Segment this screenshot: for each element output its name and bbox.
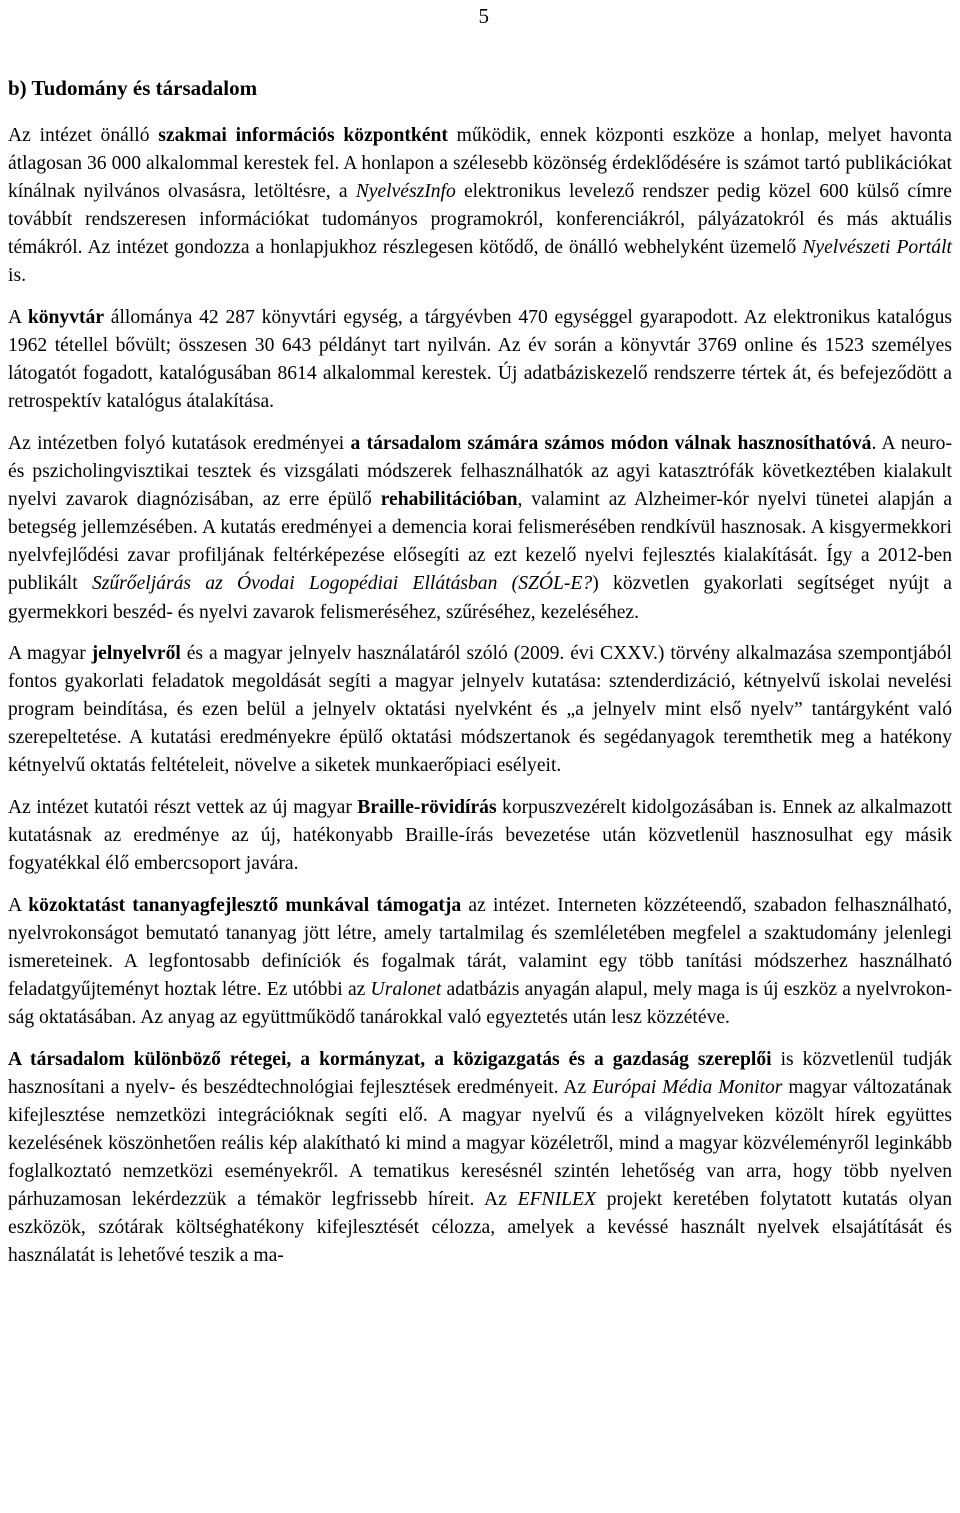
italic-text: Nyelvészeti Portált: [802, 237, 952, 259]
text-run: Az intézet önálló: [8, 125, 159, 146]
paragraph-braille: [8, 794, 952, 878]
text-run: elektronikus levelező rendszer pedig közel 600 külső címre továbbít rendszeresen információkat tudományos programokról, konferenciákról, pályázatokról és más aktuális témákról. Az intézet gondozza a honlapjukhoz részlegesen kötődő, de önálló webhelyként üzemelő: [8, 181, 952, 259]
paragraph-information-center: [8, 122, 952, 291]
page-number: 5: [478, 4, 489, 28]
text-run: ) közvetlen gyakorlati segítséget nyújt a gyermekkori beszéd- és nyelvi zavarok felismeréséhez, szűréséhez, kezeléséhez.: [8, 573, 952, 623]
bold-text: A társadalom különböző rétegei, a kormányzat, a közigazgatás és a gazdaság szereplői: [8, 1048, 772, 1070]
bold-text: a társadalom számára számos módon válnak hasznosíthatóvá: [350, 432, 872, 454]
text-run: az intézet. Interneten közzéteendő, szabadon felhasználható, nyelvrokonságot bemutató tananyag jött létre, amely tartalmilag és szemléletében megfelel a szaktudomány jelenlegi ismereteinek. A legfontosabb definíciók és fogalmak tárát, valamint egy több tanítási módszerhez használható feladatgyűjteményt hoztak létre. Ez utóbbi az: [8, 894, 952, 1001]
paragraph-society-stakeholders: [8, 1046, 952, 1271]
text-run: magyar változatának kifejlesztése nemzetközi integrációknak segíti elő. A magyar nyelvű és a világnyelveken közölt hírek együttes kezelésének köszönhetően reális kép alakítható ki mind a magyar közéletről, mind a magyar közvéleményről leginkább foglalkoztató nemzetközi eseményekről. A tematikus keresésnél szintén lehetőség van arra, hogy több nyelven párhuzamosan lekérdezzük a témakör legfrissebb híreit. Az: [8, 1076, 952, 1211]
italic-text: EFNILEX: [517, 1189, 596, 1211]
italic-text: Európai Média Monitor: [592, 1076, 783, 1098]
text-run: is.: [8, 265, 26, 287]
text-run: Az intézetben folyó kutatások eredményei: [8, 432, 351, 454]
text-run: korpuszvezérelt kidolgozásában is. Ennek az alkalmazott kutatásnak az eredménye az új, hatékonyabb Braille-írás bevezetése után közvetlenül hasznosulhat egy másik fogyatékkal élő embercsoport javára.: [8, 797, 952, 875]
text-run: működik, ennek központi eszköze a honlap, melyet havonta átlagosan 36 000 alkalommal kerestek fel. A honlapon a szélesebb közönség érdeklődésére is számot tartó publikációkat kínálnak nyilvános olvasásra, letöltésre, a: [8, 125, 952, 203]
bold-text: Braille-rövidírás: [357, 797, 497, 819]
italic-text: NyelvészInfo: [355, 181, 456, 203]
body-text: [8, 122, 952, 1284]
text-run: adatbázis anyagán alapul, mely maga is új eszköz a nyelvrokonság oktatásában. Az anyag az együttműködő tanárokkal való egyeztetés után lesz közzétéve.: [8, 979, 952, 1029]
text-run: A magyar: [8, 643, 92, 665]
paragraph-public-education: [8, 892, 952, 1032]
text-run: is közvetlenül tudják hasznosítani a nyelv- és beszédtechnológiai fejlesztések eredményeit. Az: [8, 1048, 952, 1098]
text-run: . A neuro- és pszicholingvisztikai tesztek és vizsgálati módszerek felhasználhatók az agyi katasztrófák következtében kialakult nyelvi zavarok diagnózisában, az erre épülő: [8, 432, 952, 511]
bold-text: rehabilitációban: [380, 489, 518, 511]
bold-text: jelnyelvről: [91, 643, 181, 665]
text-run: A: [8, 307, 28, 329]
paragraph-sign-language: [8, 640, 952, 780]
text-run: A: [8, 894, 29, 916]
paragraph-library: [8, 304, 952, 416]
text-run: Az intézet kutatói részt vettek az új magyar: [8, 797, 358, 819]
italic-text: Szűrőeljárás az Óvodai Logopédiai Ellátásban (SZÓL-E?: [91, 573, 593, 595]
bold-text: könyvtár: [27, 307, 105, 329]
text-run: , valamint az Alzheimer-kór nyelvi tünetei alapján a betegség jellemzésében. A kutatás eredményei a demencia korai felismerésében rendkívül hasznosak. A kisgyermekkori nyelvfejlődési zavar profiljának feltérképezése elősegíti az ezt kezelő nyelvi fejlesztés kialakítását. Így a 2012-ben publikált: [8, 489, 953, 595]
section-heading: b) Tudomány és társadalom: [8, 76, 258, 100]
text-run: projekt keretében folytatott kutatás olyan eszközök, szótárak költséghatékony kifejlesztését célozza, amelyek a kevéssé használt nyelvek elsajátítását és használatát is lehetővé teszik a ma-: [8, 1189, 953, 1267]
text-run: és a magyar jelnyelv használatáról szóló (2009. évi CXXV.) törvény alkalmazása szempontjából fontos gyakorlati feladatok megoldását segíti a magyar jelnyelv kutatása: sztenderdizáció, kétnyelvű iskolai nevelési program beindítása, és ezen belül a jelnyelv oktatási nyelvként és „a jelnyelv mint első nyelv” tantárgyként való szerepeltetése. A kutatási eredményekre épülő oktatási módszertanok és segédanyagok teremthetik meg a hatékony kétnyelvű oktatás feltételeit, növelve a siketek munkaerőpiaci esélyeit.: [8, 643, 952, 777]
paragraph-research-applications: [8, 430, 952, 627]
italic-text: Uralonet: [370, 979, 442, 1001]
bold-text: közoktatást tananyagfejlesztő munkával támogatja: [28, 894, 462, 916]
text-run: állománya 42 287 könyvtári egység, a tárgyévben 470 egységgel gyarapodott. Az elektronikus katalógus 1962 tétellel bővült; összesen 30 643 példányt tart nyilván. Az év során a könyvtár 3769 online és 1523 személyes látogatót fogadott, katalógusában 8614 alkalommal kerestek. Új adatbáziskezelő rendszerre tértek át, és befejeződött a retrospektív katalógus átalakítása.: [8, 307, 952, 413]
bold-text: szakmai információs központként: [158, 125, 448, 146]
